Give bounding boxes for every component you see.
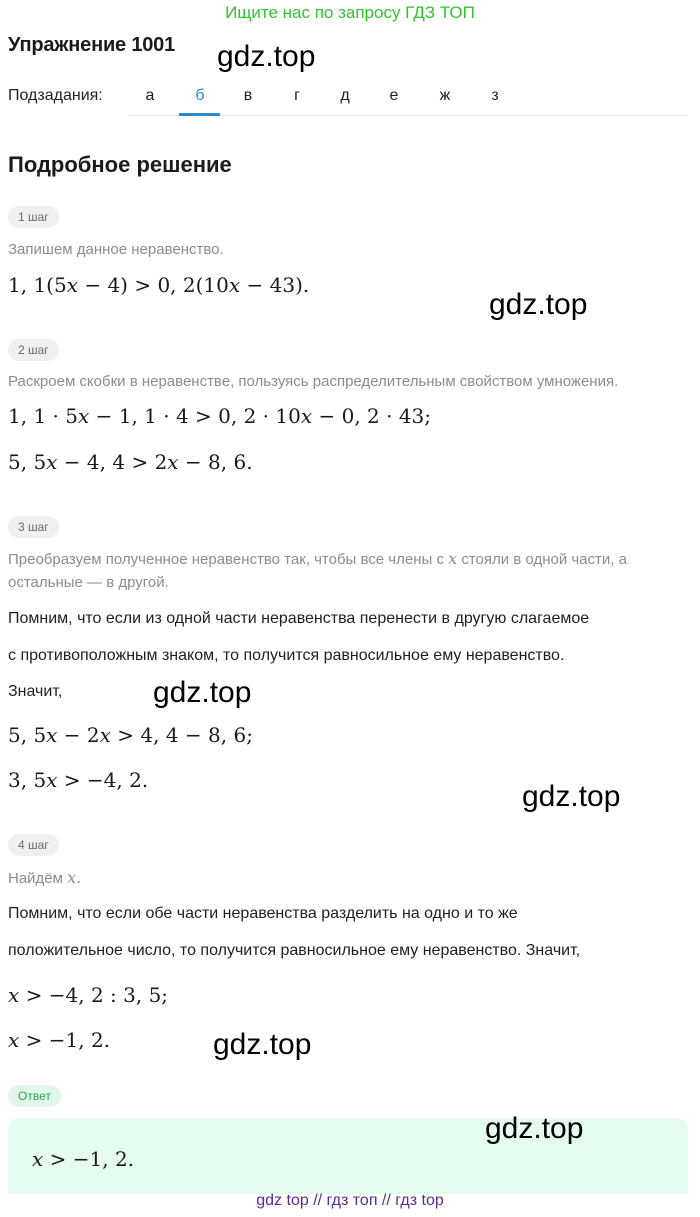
watermark: gdz.top <box>153 676 252 709</box>
step-3-math-line-1: 5, 5x − 2x > 4, 4 − 8, 6; <box>8 723 253 747</box>
subtask-tab-g[interactable]: г <box>294 87 300 104</box>
watermark: gdz.top <box>213 1028 312 1061</box>
step-badge-4: 4 шаг <box>8 834 59 856</box>
subtask-tab-e[interactable]: е <box>389 87 399 104</box>
step-3-hint-line-2: остальные — в другой. <box>8 574 169 591</box>
footer-links[interactable]: gdz top // гдз топ // гдз top <box>256 1192 444 1209</box>
step-4-math-line-2: x > −1, 2. <box>8 1028 111 1052</box>
subtasks-label: Подзадания: <box>8 87 103 104</box>
watermark: gdz.top <box>522 780 621 813</box>
step-4-text-line-2: положительное число, то получится равносильное ему неравенство. Значит, <box>8 942 581 959</box>
step-1-hint: Запишем данное неравенство. <box>8 241 224 258</box>
step-3-text-line-3: Значит, <box>8 683 63 700</box>
step-4-hint <box>8 868 81 887</box>
step-badge-2: 2 шаг <box>8 339 59 361</box>
step-4-hint-var: x. <box>67 868 82 887</box>
step-badge-3: 3 шаг <box>8 516 59 538</box>
step-3-math-line-2: 3, 5x > −4, 2. <box>8 768 149 792</box>
exercise-title: Упражнение 1001 <box>8 34 176 56</box>
step-3-text-line-2: с противоположным знаком, то получится равносильное ему неравенство. <box>8 647 565 664</box>
watermark: gdz.top <box>217 40 316 73</box>
subtask-tab-a[interactable]: а <box>145 87 155 104</box>
step-3-hint-var: x <box>448 549 458 568</box>
subtask-tab-z[interactable]: з <box>491 87 499 104</box>
solution-heading: Подробное решение <box>8 152 232 177</box>
step-2-hint: Раскроем скобки в неравенстве, пользуясь распределительным свойством умножения. <box>8 373 619 390</box>
step-4-math-line-1: x > −4, 2 : 3, 5; <box>8 983 169 1007</box>
step-3-hint-line-1 <box>8 549 627 568</box>
step-4-text-line-1: Помним, что если обе части неравенства разделить на одно и то же <box>8 905 518 922</box>
step-badge-1: 1 шаг <box>8 206 59 228</box>
step-3-hint-post: стояли в одной части, а <box>461 551 627 568</box>
step-4-hint-pre: Найдём <box>8 870 63 887</box>
step-2-math-line-2: 5, 5x − 4, 4 > 2x − 8, 6. <box>8 450 253 474</box>
subtask-tab-zh[interactable]: ж <box>439 87 451 104</box>
answer-badge: Ответ <box>8 1085 61 1107</box>
watermark: gdz.top <box>489 288 588 321</box>
subtask-tab-v[interactable]: в <box>243 87 253 104</box>
step-3-text-line-1: Помним, что если из одной части неравенства перенести в другую слагаемое <box>8 610 590 627</box>
answer-value: x > −1, 2. <box>32 1147 135 1171</box>
step-3-hint-pre: Преобразуем полученное неравенство так, чтобы все члены с <box>8 551 444 568</box>
step-1-math-line: 1, 1(5x − 4) > 0, 2(10x − 43). <box>8 273 310 297</box>
watermark: gdz.top <box>485 1112 584 1145</box>
subtask-tab-d[interactable]: д <box>340 87 350 104</box>
active-tab-indicator <box>179 113 220 116</box>
step-2-math-line-1: 1, 1 · 5x − 1, 1 · 4 > 0, 2 · 10x − 0, 2 · 43; <box>8 404 432 428</box>
search-banner: Ищите нас по запросу ГДЗ ТОП <box>225 3 475 22</box>
subtask-tab-b[interactable]: б <box>195 87 205 104</box>
